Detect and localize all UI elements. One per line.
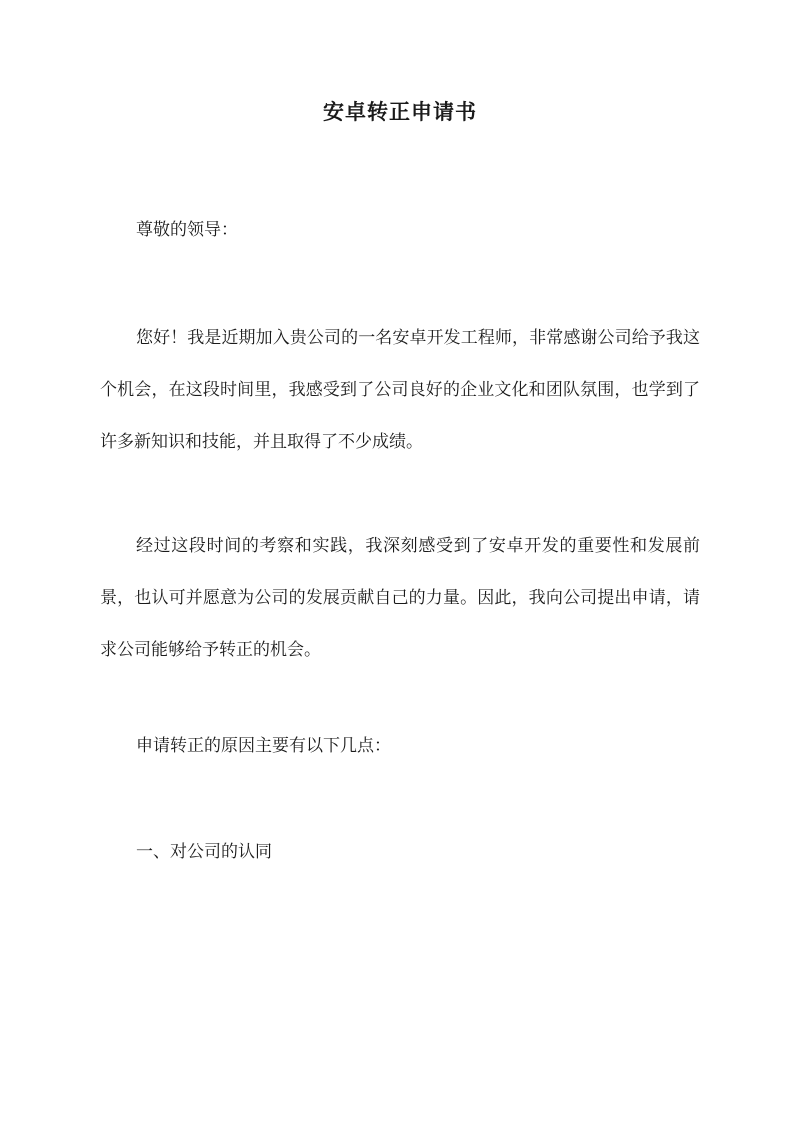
paragraph-intro: 您好！我是近期加入贵公司的一名安卓开发工程师，非常感谢公司给予我这个机会，在这段时间里，我感受到了公司良好的企业文化和团队氛围，也学到了许多新知识和技能，并且取得了不少成绩。 (100, 328, 700, 452)
section-heading: 一、对公司的认同 (136, 842, 272, 862)
document-title: 安卓转正申请书 (323, 99, 477, 124)
salutation: 尊敬的领导： (136, 220, 238, 240)
paragraph-request: 经过这段时间的考察和实践，我深刻感受到了安卓开发的重要性和发展前景，也认可并愿意为公司的发展贡献自己的力量。因此，我向公司提出申请，请求公司能够给予转正的机会。 (100, 536, 700, 660)
paragraph-reasons-lead: 申请转正的原因主要有以下几点： (136, 736, 391, 756)
